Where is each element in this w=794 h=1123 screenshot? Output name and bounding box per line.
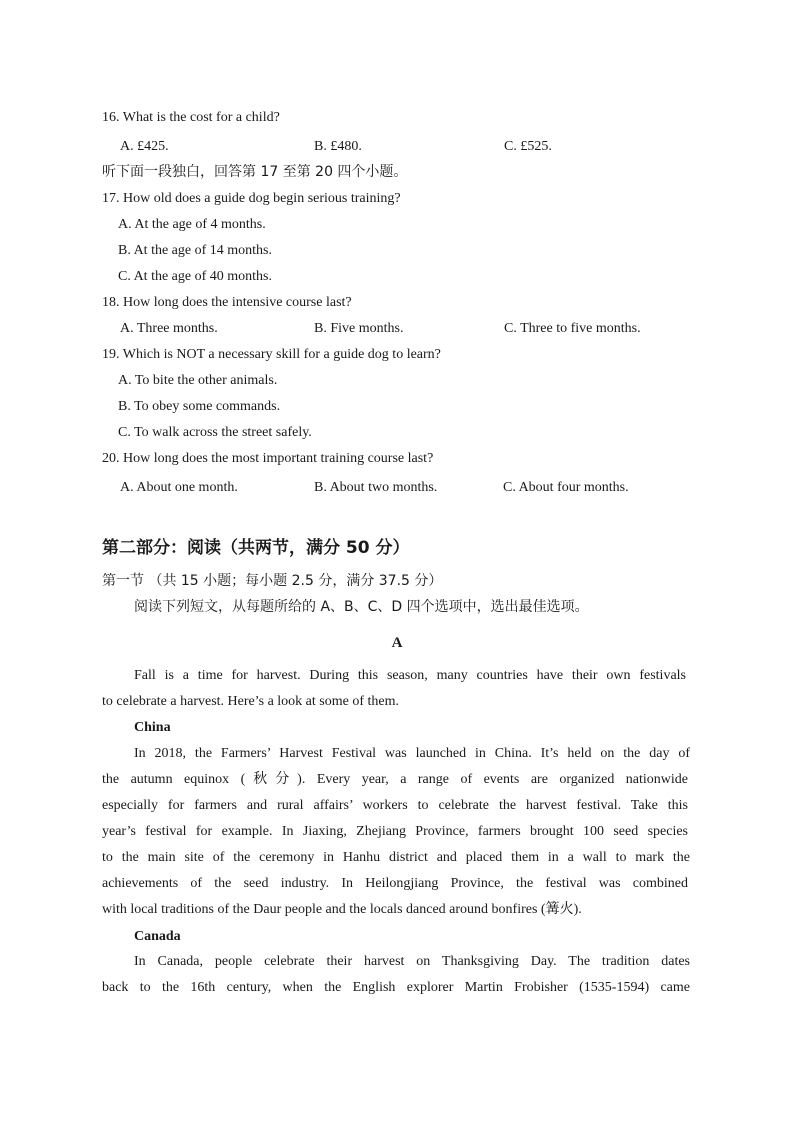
q20-option-c: C. About four months. bbox=[503, 480, 629, 495]
china-line-4: year’s festival for example. In Jiaxing, Zhejiang Province, farmers brought 100 seed species bbox=[102, 824, 688, 839]
q17-option-c: C. At the age of 40 months. bbox=[118, 269, 272, 284]
q20-option-b: B. About two months. bbox=[314, 480, 438, 495]
q16-option-a: A. £425. bbox=[120, 139, 169, 154]
question-20: 20. How long does the most important training course last? bbox=[102, 451, 434, 466]
intro-line-2: to celebrate a harvest. Here’s a look at some of them. bbox=[102, 694, 399, 709]
part-two-title: 第二部分：阅读（共两节，满分 50 分） bbox=[102, 538, 410, 558]
question-19: 19. Which is NOT a necessary skill for a guide dog to learn? bbox=[102, 347, 441, 362]
canada-heading: Canada bbox=[134, 929, 181, 944]
question-17: 17. How old does a guide dog begin serious training? bbox=[102, 191, 401, 206]
section-one-title: 第一节 （共 15 小题；每小题 2.5 分，满分 37.5 分） bbox=[102, 573, 443, 589]
china-heading: China bbox=[134, 720, 171, 735]
q17-option-a: A. At the age of 4 months. bbox=[118, 217, 266, 232]
china-line-1: In 2018, the Farmers’ Harvest Festival was launched in China. It’s held on the day of bbox=[134, 746, 690, 761]
canada-line-2: back to the 16th century, when the English explorer Martin Frobisher (1535-1594) came bbox=[102, 980, 690, 995]
instruction-17-20: 听下面一段独白，回答第 17 至第 20 四个小题。 bbox=[102, 164, 408, 180]
china-line-7: with local traditions of the Daur people and the locals danced around bonfires (篝火). bbox=[102, 902, 582, 917]
q18-option-b: B. Five months. bbox=[314, 321, 404, 336]
intro-line-1: Fall is a time for harvest. During this season, many countries have their own festivals bbox=[134, 668, 686, 683]
china-line-3: especially for farmers and rural affairs’ workers to celebrate the harvest festival. Take this bbox=[102, 798, 688, 813]
passage-label: A bbox=[391, 635, 403, 651]
question-16: 16. What is the cost for a child? bbox=[102, 110, 280, 125]
china-line-5: to the main site of the ceremony in Hanhu district and placed them in a wall to mark the bbox=[102, 850, 690, 865]
china-line-6: achievements of the seed industry. In Heilongjiang Province, the festival was combined bbox=[102, 876, 688, 891]
q17-option-b: B. At the age of 14 months. bbox=[118, 243, 272, 258]
q19-option-c: C. To walk across the street safely. bbox=[118, 425, 312, 440]
canada-line-1: In Canada, people celebrate their harvest on Thanksgiving Day. The tradition dates bbox=[134, 954, 690, 969]
reading-instruction: 阅读下列短文，从每题所给的 A、B、C、D 四个选项中，选出最佳选项。 bbox=[134, 599, 589, 615]
q20-option-a: A. About one month. bbox=[120, 480, 238, 495]
question-18: 18. How long does the intensive course last? bbox=[102, 295, 352, 310]
q18-option-c: C. Three to five months. bbox=[504, 321, 641, 336]
china-line-2: the autumn equinox (秋分). Every year, a range of events are organized nationwide bbox=[102, 772, 688, 787]
q16-option-c: C. £525. bbox=[504, 139, 552, 154]
q19-option-a: A. To bite the other animals. bbox=[118, 373, 278, 388]
q18-option-a: A. Three months. bbox=[120, 321, 218, 336]
q16-option-b: B. £480. bbox=[314, 139, 362, 154]
q19-option-b: B. To obey some commands. bbox=[118, 399, 281, 414]
